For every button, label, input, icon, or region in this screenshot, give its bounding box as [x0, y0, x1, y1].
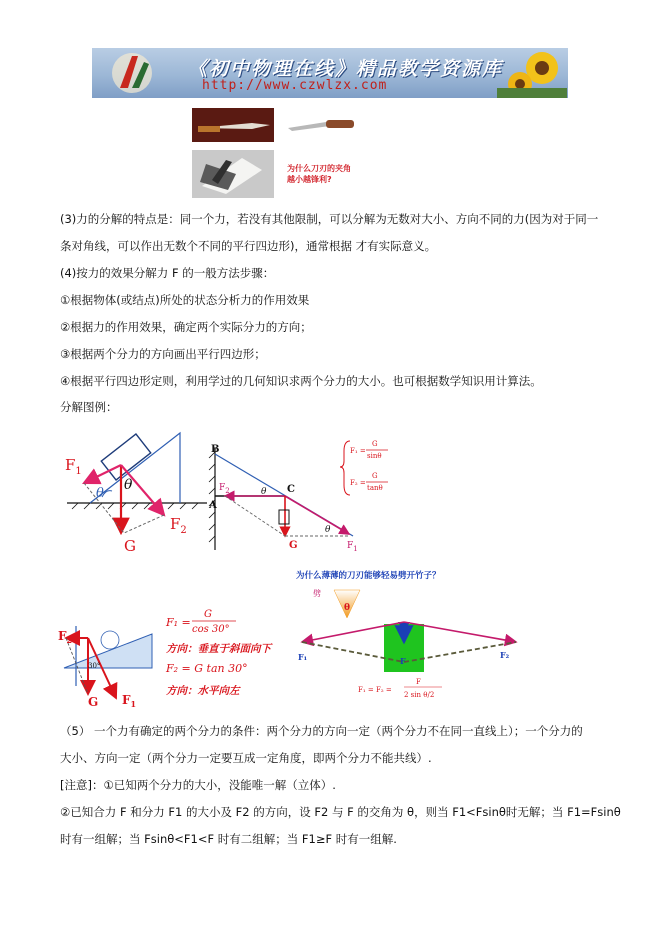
- step-4: ④根据平行四边形定则，利用学过的几何知识求两个分力的大小。也可根据数学知识用计算法。: [60, 374, 542, 388]
- label-f1: $F_1$: [122, 693, 137, 707]
- point-3-line-2: 条对角线，可以作出无数个不同的平行四边形)，通常根据 才有实际意义。: [60, 239, 437, 253]
- incline-wedge: [64, 634, 152, 668]
- f2-label: $F_2$: [170, 515, 187, 536]
- direction-2: 方向：水平向左: [166, 685, 240, 697]
- step-2: ②根据力的作用效果，确定两个实际分力的方向；: [60, 320, 312, 334]
- banner-url[interactable]: http://www.czwlzx.com: [202, 78, 388, 93]
- point-3-line-1: (3)力的分解的特点是：同一个力，若没有其他限制，可以分解为无数对大小、方向不同的力(因为对于同一: [60, 212, 599, 226]
- wedge-f2-label: F₂: [500, 650, 510, 660]
- theta-label-2: θ: [96, 486, 104, 501]
- eq2-den: tanθ: [367, 484, 383, 492]
- axe-photo: [192, 150, 274, 198]
- dashed-side-2: [124, 515, 164, 533]
- eq1-den: sinθ: [367, 452, 382, 460]
- point-4-heading: (4)按力的效果分解力 F 的一般方法步骤：: [60, 266, 275, 280]
- eq1-den: cos 30°: [192, 624, 230, 635]
- block: [101, 434, 150, 480]
- point-5-line-2: 大小、方向一定（两个分力一定要互成一定角度，即两个分力不能共线）.: [60, 751, 432, 765]
- label-f2: $F_2$: [58, 629, 73, 645]
- f1-label: $F_1$: [65, 456, 82, 477]
- step-1: ①根据物体(或结点)所处的状态分析力的作用效果: [60, 293, 310, 307]
- wedge-eq-num: F: [416, 678, 421, 686]
- label-g: G: [88, 695, 99, 707]
- g-label: G: [124, 537, 136, 555]
- photo-caption-line-1: 为什么刀刃的夹角: [287, 164, 351, 173]
- ball-incline-formulas: [164, 606, 294, 702]
- photo-caption: [287, 163, 351, 185]
- figure-incline-block: [62, 425, 212, 555]
- theta-f1: θ: [325, 525, 331, 535]
- eq1-lhs: F₁ =: [166, 616, 191, 629]
- label-f1: $F_1$: [347, 541, 358, 553]
- theta-label-1: θ: [124, 477, 133, 493]
- eq1-num: G: [204, 609, 212, 620]
- figure-examples-title: 分解图例：: [60, 400, 118, 414]
- banner-title: 《初中物理在线》精品教学资源库: [188, 58, 504, 80]
- note-line: [注意]：①已知两个分力的大小，没能唯一解（立体）.: [60, 778, 336, 792]
- eq1-lhs: F₁ =: [350, 447, 366, 455]
- photo-caption-line-2: 越小越锋利?: [287, 175, 332, 184]
- label-g: G: [289, 540, 298, 551]
- hanging-weight: [279, 510, 289, 524]
- figure-ball-incline: [58, 612, 168, 707]
- header-banner: [92, 48, 568, 98]
- wedge-f-label: F: [400, 656, 406, 666]
- wedge-theta: θ: [344, 603, 351, 613]
- point-5-line-1: （5） 一个力有确定的两个分力的条件：两个分力的方向一定（两个分力不在同一直线上）；一个分力的: [60, 724, 583, 738]
- figure-wedge-split: [294, 566, 534, 702]
- folding-knife-photo: [286, 114, 358, 134]
- wedge-title: 为什么薄薄的刀刃能够轻易劈开竹子？: [296, 571, 441, 581]
- eq1-num: G: [372, 440, 378, 448]
- f1-arrow: [285, 496, 349, 534]
- label-c: C: [287, 484, 295, 495]
- wedge-eq-den: 2 sin θ/2: [404, 691, 435, 699]
- label-angle: 30°: [88, 662, 101, 670]
- direction-1: 方向：垂直于斜面向下: [166, 643, 271, 655]
- label-a: A: [209, 500, 217, 511]
- eq2-num: G: [372, 472, 378, 480]
- condition-line-2: 时有一组解；当 Fsinθ<F1<F 时有二组解；当 F1≥F 时有一组解.: [60, 832, 397, 846]
- condition-line-1: ②已知合力 F 和分力 F1 的大小及 F2 的方向，设 F2 与 F 的交角为 θ，则当 F1<Fsinθ时无解；当 F1=Fsinθ: [60, 805, 621, 819]
- wedge-label-pi: 劈: [313, 589, 321, 598]
- label-b: B: [211, 444, 220, 455]
- theta-c: θ: [261, 487, 267, 497]
- wedge-f1-label: F₁: [298, 652, 308, 662]
- dashed-side-1: [84, 483, 124, 533]
- step-3: ③根据两个分力的方向画出平行四边形；: [60, 347, 266, 361]
- eq2: F₂ = G tan 30°: [166, 662, 248, 675]
- strut-formulas: [338, 437, 398, 499]
- eq2-lhs: F₂ =: [350, 479, 366, 487]
- label-f2: $F_2$: [219, 483, 230, 495]
- wedge-eq-lhs: F₁ = F₂ =: [358, 686, 392, 694]
- knife-photo: [192, 108, 274, 142]
